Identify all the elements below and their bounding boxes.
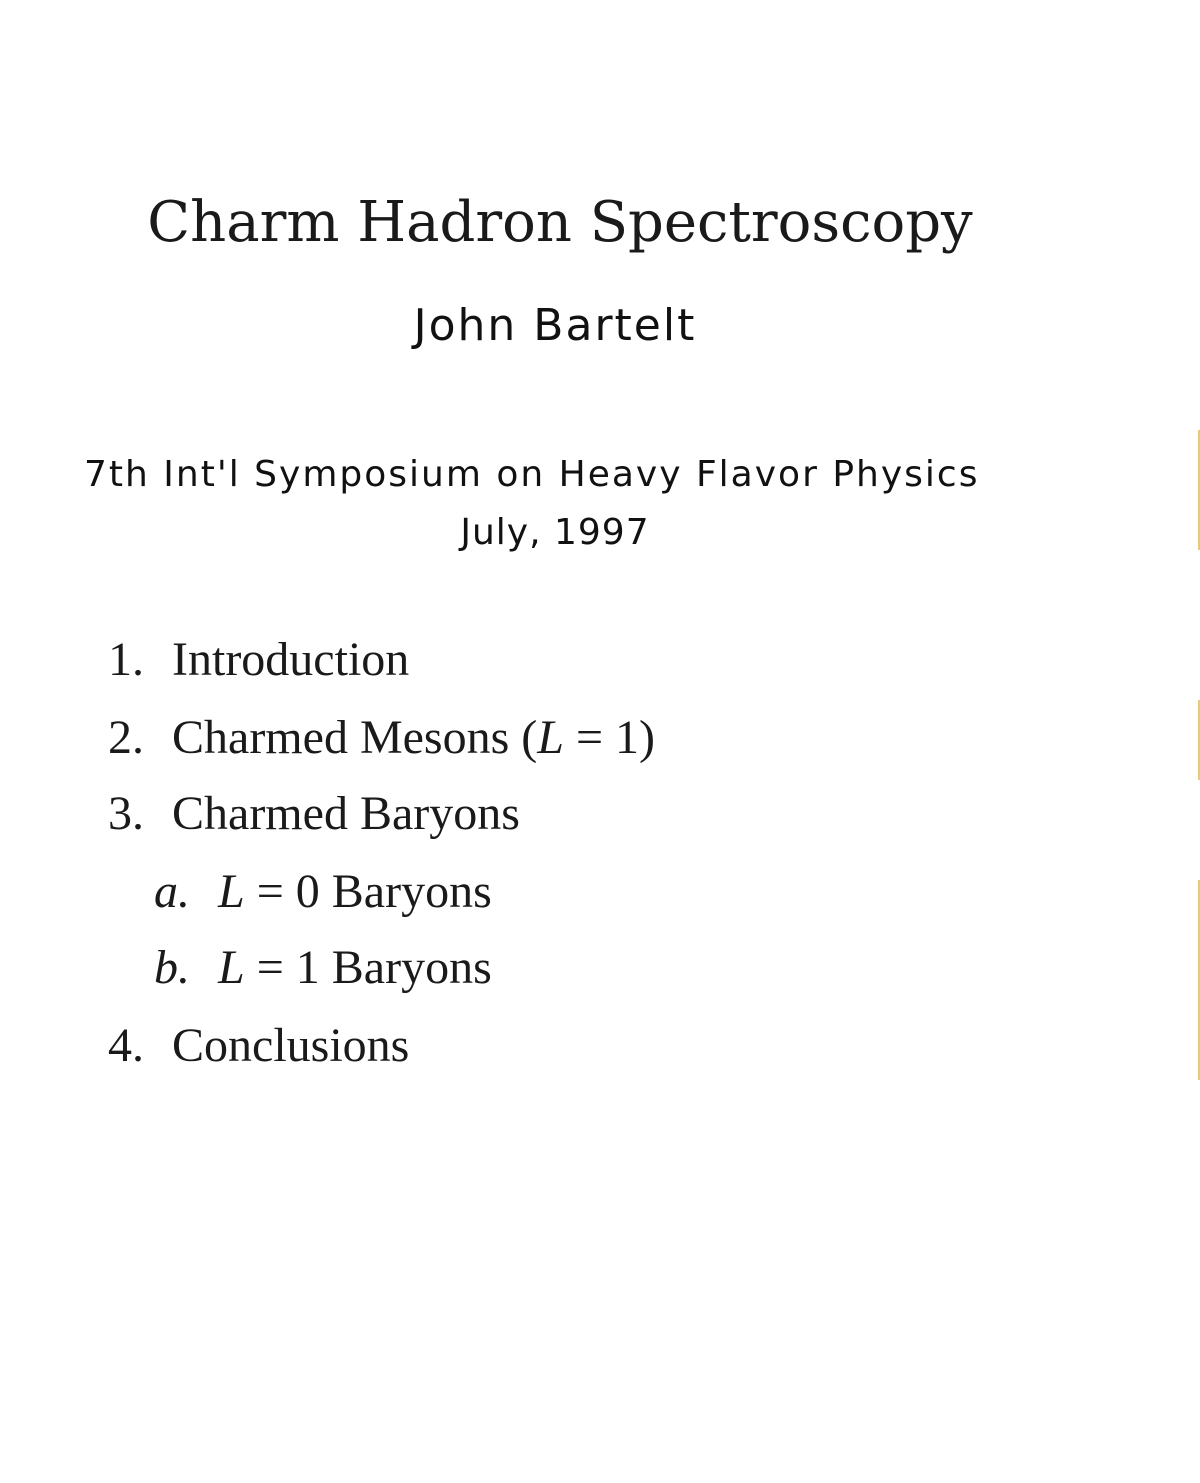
item-text: Charmed Baryons (172, 787, 520, 840)
subitem-text: = 1 Baryons (244, 941, 492, 994)
math-variable: L (537, 711, 564, 764)
item-number: 1. (108, 633, 144, 686)
outline-item-introduction (108, 632, 409, 687)
item-number: 3. (108, 787, 144, 840)
item-number: 2. (108, 711, 144, 764)
date-line: July, 1997 (460, 512, 650, 553)
outline-item-charmed-mesons (108, 710, 655, 765)
math-variable: L (218, 941, 245, 994)
author-name: John Bartelt (413, 300, 697, 351)
math-variable: L (218, 865, 245, 918)
item-text: Conclusions (172, 1019, 410, 1072)
item-text-suffix: = 1) (563, 711, 656, 764)
outline-subitem-l0-baryons (154, 864, 492, 919)
outline-subitem-l1-baryons (154, 940, 492, 995)
subitem-text: = 0 Baryons (244, 865, 492, 918)
item-text: Introduction (172, 633, 410, 686)
item-number: 4. (108, 1019, 144, 1072)
outline-item-conclusions (108, 1018, 409, 1073)
venue-line: 7th Int'l Symposium on Heavy Flavor Physics (84, 454, 980, 495)
item-text: Charmed Mesons ( (172, 711, 538, 764)
slide-title: Charm Hadron Spectroscopy (147, 190, 973, 255)
subitem-letter: b. (154, 941, 190, 994)
subitem-letter: a. (154, 865, 190, 918)
outline-item-charmed-baryons (108, 786, 520, 841)
